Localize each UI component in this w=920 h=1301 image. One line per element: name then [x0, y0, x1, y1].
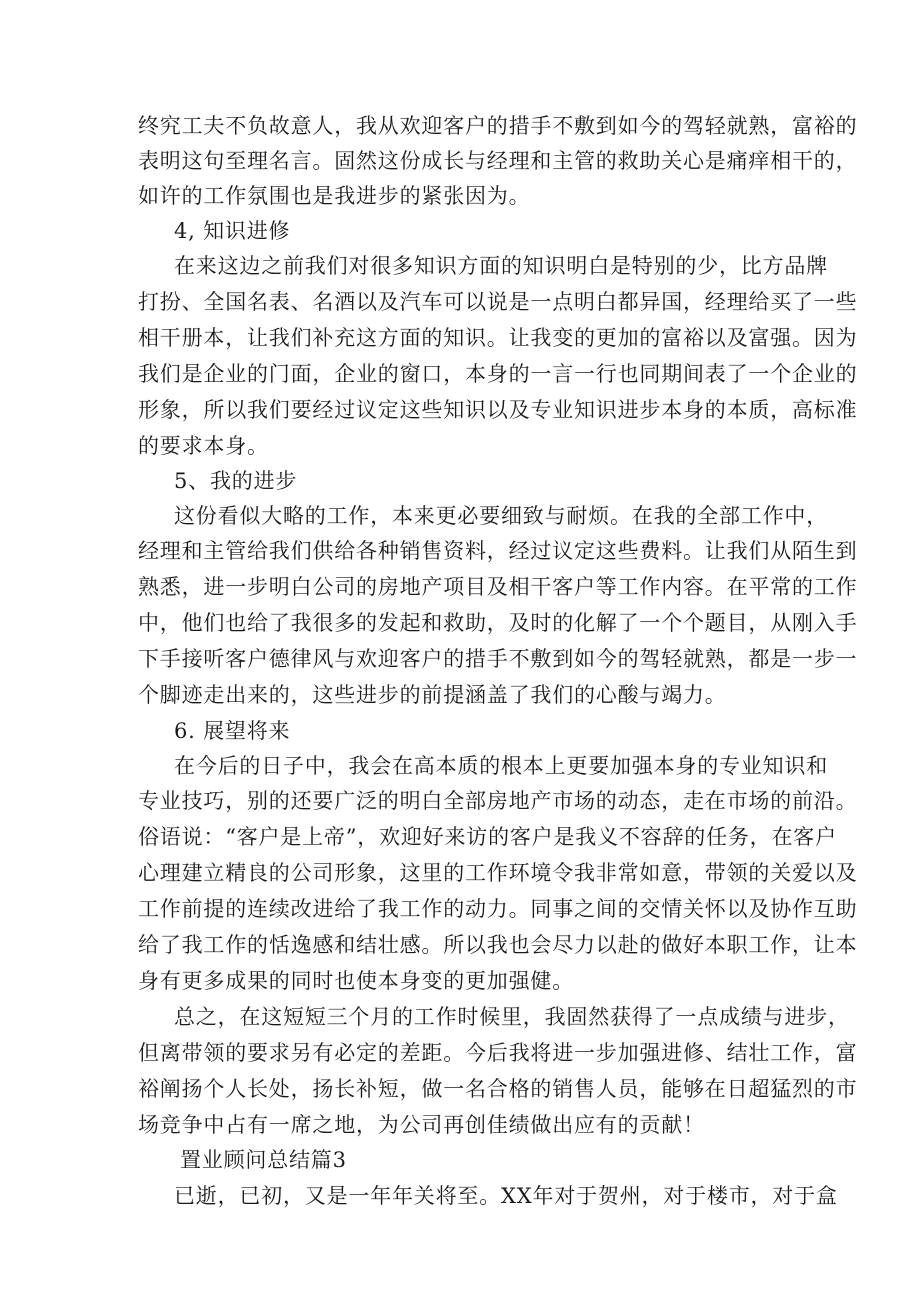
paragraph-line: 这份看似大略的工作，本来更必要细致与耐烦。在我的全部工作中， [174, 504, 828, 528]
paragraph-line: 的要求本身。 [138, 434, 269, 458]
paragraph-line: 给了我工作的恬逸感和结壮感。所以我也会尽力以赴的做好本职工作，让本 [138, 933, 858, 957]
paragraph-line: 俗语说：“客户是上帝”，欢迎好来访的客户是我义不容辞的任务，在客户 [138, 825, 837, 849]
paragraph-line: 心理建立精良的公司形象，这里的工作环境令我非常如意，带领的关爱以及 [138, 861, 858, 885]
paragraph-line: 裕阐扬个人长处，扬长补短，做一名合格的销售人员，能够在日超猛烈的市 [138, 1077, 858, 1101]
paragraph-line: 相干册本，让我们补充这方面的知识。让我变的更加的富裕以及富强。因为 [138, 326, 858, 350]
section-heading: 4, 知识进修 [174, 219, 291, 243]
paragraph-line: 在今后的日子中，我会在高本质的根本上更要加强本身的专业知识和 [174, 754, 828, 778]
paragraph-line: 在来这边之前我们对很多知识方面的知识明白是特别的少，比方品牌 [174, 254, 828, 278]
paragraph-line: 表明这句至理名言。固然这份成长与经理和主管的救助关心是痛痒相干的， [138, 149, 858, 173]
section-heading: 5、我的进步 [174, 469, 298, 493]
paragraph-line: 形象，所以我们要经过议定这些知识以及专业知识进步本身的本质，高标准 [138, 398, 858, 422]
paragraph-line: 专业技巧，别的还要广泛的明白全部房地产市场的动态，走在市场的前沿。 [138, 789, 858, 813]
article-title: 置业顾问总结篇3 [180, 1148, 347, 1172]
paragraph-line: 打扮、全国名表、名酒以及汽车可以说是一点明白都异国，经理给买了一些 [138, 290, 858, 314]
paragraph-line: 终究工夫不负故意人，我从欢迎客户的措手不敷到如今的驾轻就熟，富裕的 [138, 114, 858, 138]
paragraph-line: 中，他们也给了我很多的发起和救助，及时的化解了一个个题目，从刚入手 [138, 611, 858, 635]
paragraph-line: 身有更多成果的同时也使本身变的更加强健。 [138, 969, 574, 993]
paragraph-line: 下手接听客户德律风与欢迎客户的措手不敷到如今的驾轻就熟，都是一步一 [138, 647, 858, 671]
paragraph-line: 工作前提的连续改进给了我工作的动力。同事之间的交情关怀以及协作互助 [138, 897, 858, 921]
section-heading: 6. 展望将来 [174, 719, 291, 743]
paragraph-line: 我们是企业的门面，企业的窗口，本身的一言一行也同期间表了一个企业的 [138, 362, 858, 386]
paragraph-line: 总之，在这短短三个月的工作时候里，我固然获得了一点成绩与进步， [174, 1005, 850, 1029]
paragraph-line: 熟悉，进一步明白公司的房地产项目及相干客户等工作内容。在平常的工作 [138, 575, 858, 599]
paragraph-line: 已逝，已初，又是一年年关将至。XX年对于贺州，对于楼市，对于盒 [174, 1184, 838, 1208]
paragraph-line: 经理和主管给我们供给各种销售资料，经过议定这些费料。让我们从陌生到 [138, 539, 858, 563]
paragraph-line: 如许的工作氛围也是我进步的紧张因为。 [138, 184, 531, 208]
paragraph-line: 个脚迹走出来的，这些进步的前提涵盖了我们的心酸与竭力。 [138, 683, 727, 707]
paragraph-line: 但离带领的要求另有必定的差距。今后我将进一步加强进修、结壮工作，富 [138, 1041, 858, 1065]
paragraph-line: 场竞争中占有一席之地，为公司再创佳绩做出应有的贡献！ [138, 1113, 705, 1137]
